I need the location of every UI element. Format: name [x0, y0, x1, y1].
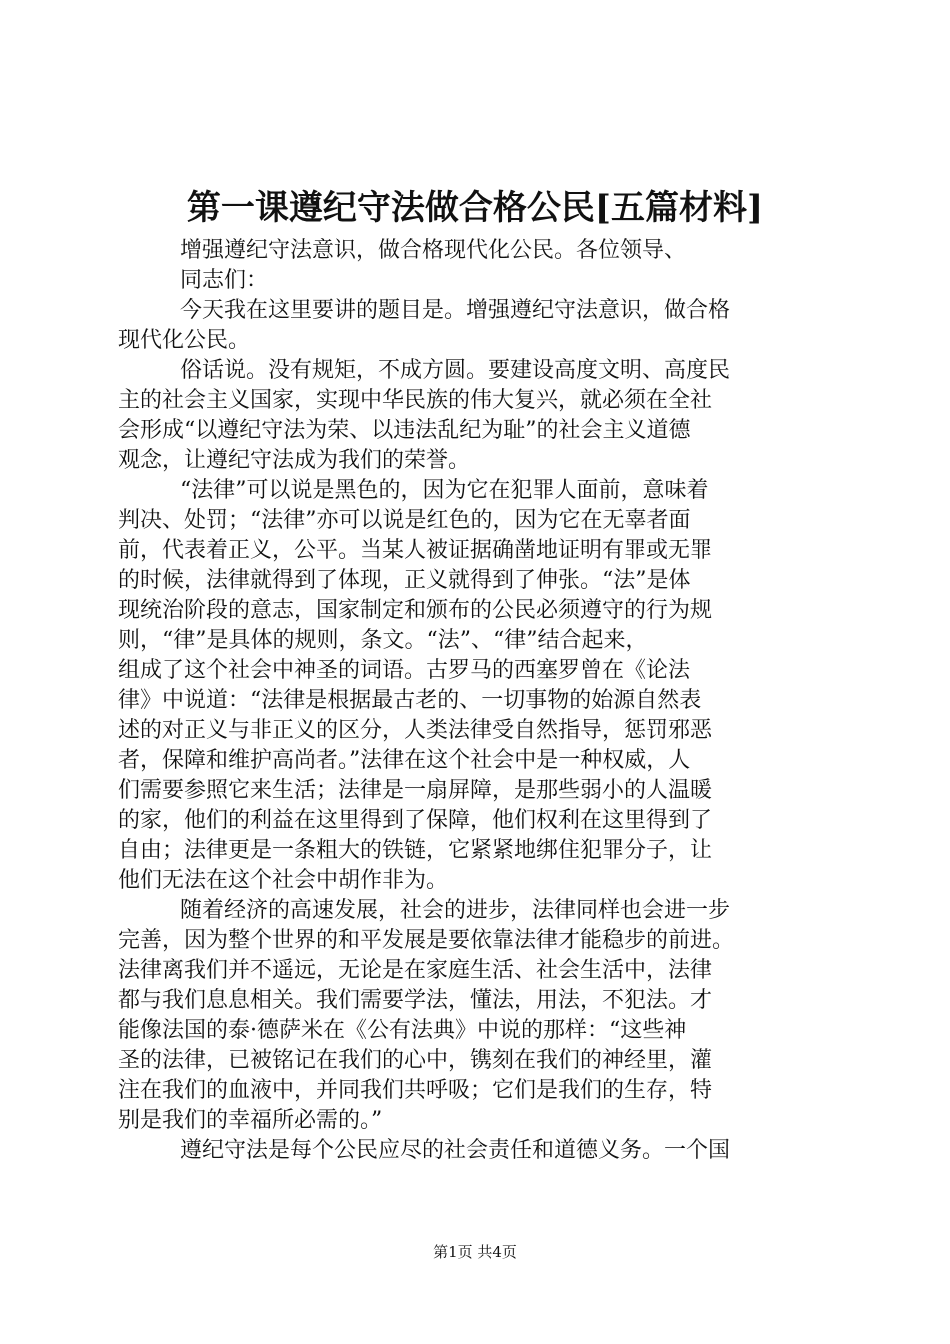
text-line: 律》中说道：“法律是根据最古老的、一切事物的始源自然表: [118, 688, 702, 713]
text-line: 完善，因为整个世界的和平发展是要依靠法律才能稳步的前进。: [118, 928, 735, 953]
text-line: 增强遵纪守法意识，做合格现代化公民。各位领导、: [180, 238, 687, 263]
document-title: 第一课遵纪守法做合格公民[五篇材料]: [186, 188, 764, 228]
text-line: 的家，他们的利益在这里得到了保障，他们权利在这里得到了: [118, 808, 713, 833]
text-line: 法律离我们并不遥远，无论是在家庭生活、社会生活中，法律: [118, 958, 713, 983]
text-line: 者，保障和维护高尚者。”法律在这个社会中是一种权威，人: [118, 748, 691, 773]
page-footer: 第1页 共4页: [433, 1243, 517, 1261]
text-line: 能像法国的泰·德萨米在《公有法典》中说的那样：“这些神: [118, 1018, 687, 1043]
text-line: “法律”可以说是黑色的，因为它在犯罪人面前，意味着: [180, 478, 709, 503]
text-line: 判决、处罚；“法律”亦可以说是红色的，因为它在无辜者面: [118, 508, 691, 533]
text-line: 的时候，法律就得到了体现，正义就得到了伸张。“法”是体: [118, 568, 691, 593]
text-line: 观念，让遵纪守法成为我们的荣誉。: [118, 448, 471, 473]
text-line: 随着经济的高速发展，社会的进步，法律同样也会进一步: [180, 898, 731, 923]
text-line: 圣的法律，已被铭记在我们的心中，镌刻在我们的神经里，灌: [118, 1048, 713, 1073]
text-line: 都与我们息息相关。我们需要学法，懂法，用法，不犯法。才: [118, 988, 713, 1013]
text-line: 同志们：: [180, 268, 269, 293]
document-body: [118, 236, 848, 1166]
text-line: 他们无法在这个社会中胡作非为。: [118, 868, 449, 893]
text-line: 现统治阶段的意志，国家制定和颁布的公民必须遵守的行为规: [118, 598, 713, 623]
text-line: 们需要参照它来生活；法律是一扇屏障，是那些弱小的人温暖: [118, 778, 713, 803]
text-line: 会形成“以遵纪守法为荣、以违法乱纪为耻”的社会主义道德: [118, 418, 691, 443]
text-line: 述的对正义与非正义的区分，人类法律受自然指导，惩罚邪恶: [118, 718, 713, 743]
text-line: 俗话说。没有规矩，不成方圆。要建设高度文明、高度民: [180, 358, 731, 383]
text-line: 今天我在这里要讲的题目是。增强遵纪守法意识，做合格: [180, 298, 731, 323]
text-line: 注在我们的血液中，并同我们共呼吸；它们是我们的生存，特: [118, 1078, 713, 1103]
text-line: 遵纪守法是每个公民应尽的社会责任和道德义务。一个国: [180, 1138, 731, 1163]
text-line: 组成了这个社会中神圣的词语。古罗马的西塞罗曾在《论法: [118, 658, 691, 683]
text-line: 主的社会主义国家，实现中华民族的伟大复兴，就必须在全社: [118, 388, 713, 413]
text-line: 现代化公民。: [118, 328, 251, 353]
text-line: 自由；法律更是一条粗大的铁链，它紧紧地绑住犯罪分子，让: [118, 838, 713, 863]
text-line: 前，代表着正义，公平。当某人被证据确凿地证明有罪或无罪: [118, 538, 713, 563]
text-line: 别是我们的幸福所必需的。”: [118, 1108, 383, 1133]
text-line: 则，“律”是具体的规则，条文。“法”、“律”结合起来，: [118, 628, 648, 653]
